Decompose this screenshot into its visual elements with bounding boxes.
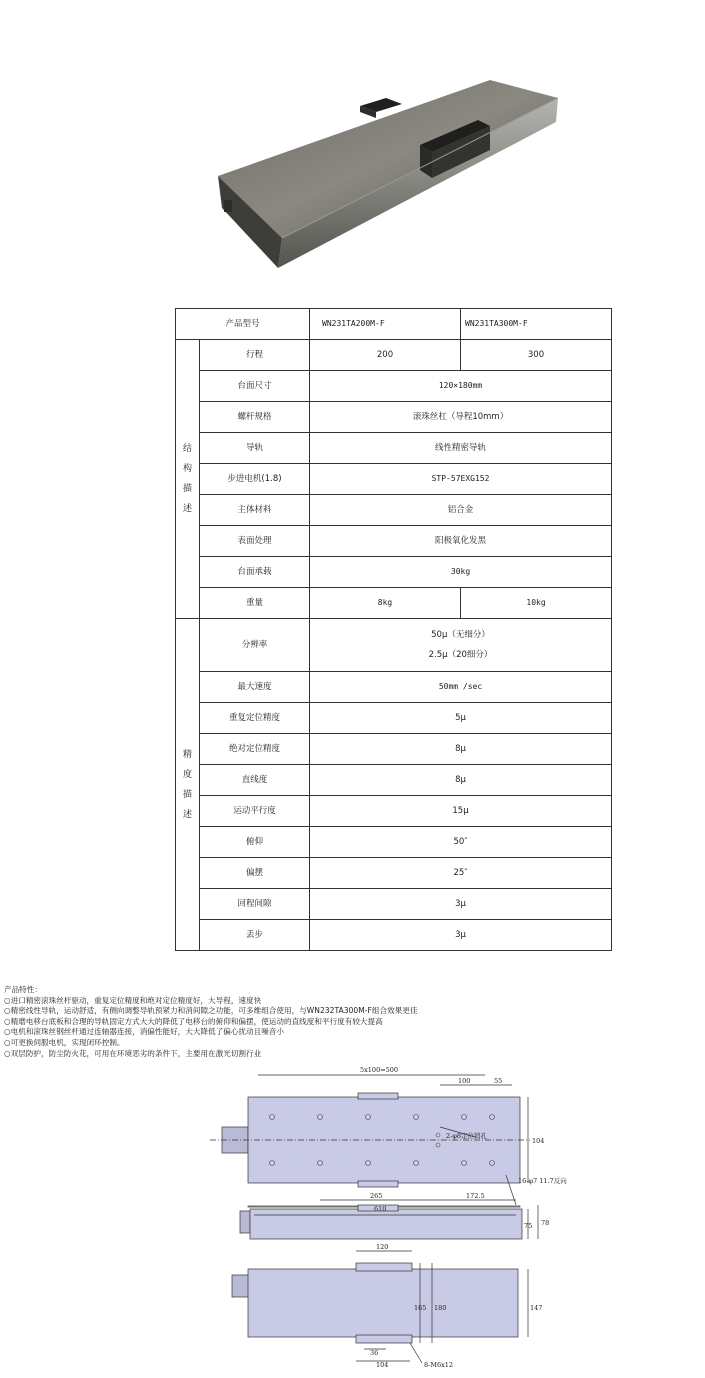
dim-label: 36: [370, 1349, 379, 1357]
cell-value: 15μ: [310, 796, 612, 827]
feature-item: ○可更换伺服电机，实现闭环控制。: [4, 1037, 125, 1047]
feature-item: ○双层防护，防尘防火花，可用在环境恶劣的条件下，主要用在激光切割行业: [4, 1048, 262, 1058]
technical-drawing: [210, 1065, 600, 1375]
feature-item: ○精密线性导轨，运动舒适，有侧向调整导轨预紧力和消间隙之功能，可多维组合使用，与WN232TA300M-F组合效果更佳: [4, 1006, 418, 1016]
dim-label: 180: [434, 1304, 447, 1312]
dim-label: 55: [494, 1077, 503, 1085]
table-row: [176, 588, 612, 619]
dim-label: 100: [458, 1077, 471, 1085]
dim-label: 610: [374, 1205, 387, 1213]
row-label: 绝对定位精度: [200, 734, 310, 765]
dim-label: 147: [530, 1304, 543, 1312]
dim-label: 104: [376, 1361, 389, 1369]
thread-note: 8-M6x12: [424, 1361, 454, 1369]
cell-value: 8kg: [310, 588, 461, 619]
table-row: [176, 765, 612, 796]
cell-value: 3μ: [310, 889, 612, 920]
row-label: 步进电机(1.8): [200, 464, 310, 495]
row-label: 偏摆: [200, 858, 310, 889]
dim-label: 104: [532, 1137, 545, 1145]
table-row: [176, 889, 612, 920]
feature-item: ○进口精密滚珠丝杆驱动，重复定位精度和绝对定位精度好，大导程，速度快: [4, 995, 262, 1005]
table-row: [176, 619, 612, 672]
dim-label: 265: [370, 1192, 383, 1200]
end-view-body: [248, 1269, 518, 1337]
cell-value: 300: [461, 340, 612, 371]
hole-note: 16-φ7 11.7反向: [518, 1177, 567, 1185]
row-label: 台面尺寸: [200, 371, 310, 402]
features-title: 产品特性：: [4, 985, 42, 994]
structure-group-label: 结 构 描 述: [176, 340, 200, 619]
motor-stub: [224, 200, 232, 212]
row-label: 重量: [200, 588, 310, 619]
table-row: [176, 526, 612, 557]
row-label: 表面处理: [200, 526, 310, 557]
feature-item: ○精磨电移台底板和合理的导轨固定方式大大的降低了电移台的俯仰和偏摆，使运动的直线度和平行度有较大提高: [4, 1016, 383, 1026]
cell-value: 120×180mm: [310, 371, 612, 402]
table-row: [176, 309, 612, 340]
table-row: [176, 672, 612, 703]
resolution-line: 2.5μ（20细分）: [428, 650, 493, 660]
dim-label: 165: [414, 1304, 427, 1312]
cell-value: 25″: [310, 858, 612, 889]
pin-note: 2-φ8定位销孔: [446, 1132, 488, 1140]
dim-label: 75: [524, 1222, 533, 1230]
cell-value: 8μ: [310, 734, 612, 765]
row-label: 台面承载: [200, 557, 310, 588]
row-label: 导轨: [200, 433, 310, 464]
row-label: 俯仰: [200, 827, 310, 858]
table-row: [176, 433, 612, 464]
resolution-line: 50μ（无细分）: [431, 630, 490, 640]
cell-value: 50mm /sec: [310, 672, 612, 703]
table-row: [176, 402, 612, 433]
cell-value: [310, 619, 612, 672]
cell-value: 铝合金: [310, 495, 612, 526]
dim-label: 120: [376, 1243, 389, 1251]
row-label: 主体材料: [200, 495, 310, 526]
row-label: 丢步: [200, 920, 310, 951]
row-label: 重复定位精度: [200, 703, 310, 734]
cell-value: 线性精密导轨: [310, 433, 612, 464]
cell-value: 50″: [310, 827, 612, 858]
cell-value: 5μ: [310, 703, 612, 734]
table-row: [176, 495, 612, 526]
feature-item: ○电机和滚珠丝钢丝杆通过连轴器连接，消偏性能好，大大降低了偏心扰动且噪音小: [4, 1027, 284, 1037]
cell-value: 8μ: [310, 765, 612, 796]
row-label: 运动平行度: [200, 796, 310, 827]
table-row: [176, 557, 612, 588]
cell-value: 30kg: [310, 557, 612, 588]
table-row: [176, 858, 612, 889]
header-label: 产品型号: [176, 309, 310, 340]
row-label: 分辨率: [200, 619, 310, 672]
model-b: WN231TA300M-F: [461, 309, 612, 340]
table-row: [176, 920, 612, 951]
table-row: [176, 827, 612, 858]
table-row: [176, 703, 612, 734]
cell-value: 200: [310, 340, 461, 371]
dim-label: 172.5: [466, 1192, 485, 1200]
cell-value: STP-57EXG152: [310, 464, 612, 495]
spec-table: [175, 308, 612, 951]
model-a: WN231TA200M-F: [310, 309, 461, 340]
precision-group-label: 精 度 描 述: [176, 619, 200, 951]
dim-label: 78: [541, 1219, 550, 1227]
row-label: 行程: [200, 340, 310, 371]
side-view-body: [250, 1209, 522, 1239]
cell-value: 滚珠丝杠（导程10mm）: [310, 402, 612, 433]
table-row: [176, 734, 612, 765]
product-photo: [210, 40, 560, 285]
table-row: [176, 340, 612, 371]
table-row: [176, 371, 612, 402]
features-list: [4, 985, 604, 1059]
row-label: 回程间隙: [200, 889, 310, 920]
table-row: [176, 464, 612, 495]
table-row: [176, 796, 612, 827]
cell-value: 10kg: [461, 588, 612, 619]
row-label: 最大速度: [200, 672, 310, 703]
row-label: 螺杆规格: [200, 402, 310, 433]
cell-value: 3μ: [310, 920, 612, 951]
row-label: 直线度: [200, 765, 310, 796]
dim-label: 5x100=500: [360, 1066, 399, 1074]
cell-value: 阳极氧化发黑: [310, 526, 612, 557]
